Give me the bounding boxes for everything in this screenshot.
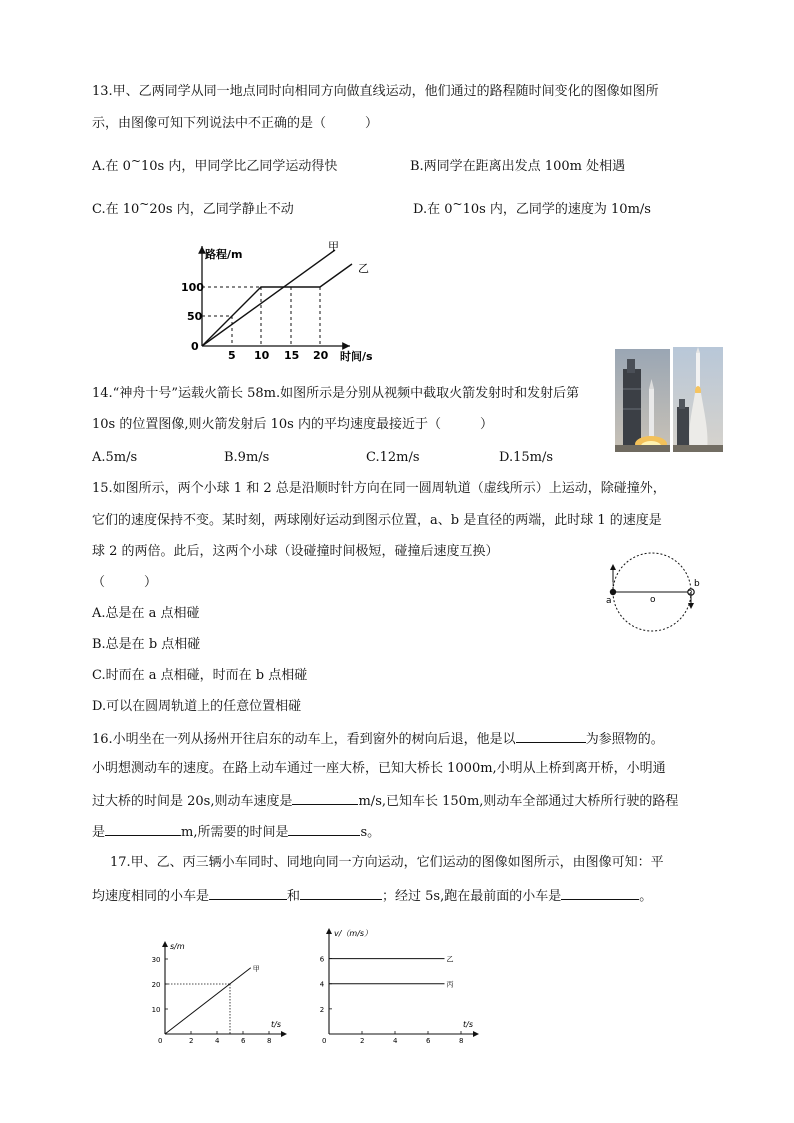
q14-option-a: A.5m/s (92, 450, 138, 465)
label-b: b (694, 579, 700, 589)
q14-option-d: D.15m/s (499, 450, 554, 465)
rocket-launch-photo-1 (615, 349, 670, 452)
q16-line3-tail: m/s,已知车长 150m,则动车全部通过大桥所行驶的路程 (358, 794, 679, 809)
q13-option-a-prefix: A.在 0 (92, 159, 131, 174)
x-tick-label: 8 (267, 1037, 272, 1045)
q15-circular-track-diagram (600, 553, 704, 633)
q15-stem-line2: 它们的速度保持不变。某时刻，两球刚好运动到图示位置，a、b 是直径的两端，此时球 1 的速度是 (92, 513, 662, 528)
y-tick-label: 4 (319, 980, 325, 989)
y-tick-label: 30 (151, 956, 161, 964)
x-tick-label: 2 (360, 1037, 365, 1045)
fill-in-blank[interactable] (105, 822, 181, 836)
x-tick-label: 4 (393, 1037, 398, 1045)
q15-option-c: C.时而在 a 点相碰，时而在 b 点相碰 (92, 668, 308, 683)
x-tick-5: 5 (228, 349, 236, 362)
x-tick-label: 6 (241, 1037, 246, 1045)
q16-line4-mid: m,所需要的时间是 (181, 825, 289, 840)
x-tick-label: 8 (459, 1037, 464, 1045)
x-tick-label: 4 (215, 1037, 220, 1045)
series-yi-line (202, 264, 352, 346)
label-a: a (606, 596, 612, 606)
q17-st-chart (140, 934, 300, 1046)
x-tick-15: 15 (284, 349, 300, 362)
rocket-launch-photo-2 (673, 347, 723, 452)
q16-line1-tail: 为参照物的。 (585, 732, 664, 747)
q13-option-d (413, 197, 651, 218)
y-tick-label: 6 (319, 955, 325, 964)
y-axis-label: 路程/m (205, 248, 243, 261)
x-axis-label: 时间/s (340, 350, 373, 363)
q17-line2-tail: 。 (639, 889, 653, 904)
x-tick-10: 10 (254, 349, 270, 362)
q14-option-c: C.12m/s (366, 450, 420, 465)
x-tick-label: 6 (426, 1037, 431, 1045)
q13-option-c (92, 197, 294, 218)
x-axis-label: t/s (271, 1020, 281, 1029)
series-label-1: 甲 (252, 964, 260, 973)
x-tick-label: 2 (189, 1037, 194, 1045)
q17-line2-and: 和 (287, 889, 301, 904)
series-yi-label: 乙 (358, 262, 369, 275)
q13-option-a-suffix: 10s 内，甲同学比乙同学运动得快 (141, 159, 338, 174)
label-ball-2: 2 (688, 589, 693, 597)
q15-answer-bracket: （ ） (92, 575, 158, 590)
y-tick-100: 100 (181, 281, 204, 294)
q13-stem-line2: 示，由图像可知下列说法中不正确的是（ ） (92, 116, 379, 131)
q14-option-b: B.9m/s (224, 450, 270, 465)
q16-line1-text: 16.小明坐在一列从扬州开往启东的动车上，看到窗外的树向后退，他是以 (92, 732, 516, 747)
y-tick-label: 10 (151, 1006, 161, 1014)
q13-option-c-prefix: C.在 10 (92, 202, 140, 217)
q13-option-d-suffix: 10s 内，乙同学的速度为 10m/s (462, 202, 651, 217)
fill-in-blank[interactable] (209, 886, 287, 900)
fill-in-blank[interactable] (288, 822, 360, 836)
y-axis-label: v/（m/s） (334, 929, 373, 938)
label-ball-1: 1 (610, 581, 615, 589)
q13-option-d-prefix: D.在 0 (413, 202, 453, 217)
fill-in-blank[interactable] (292, 791, 358, 805)
q13-distance-time-graph (180, 238, 380, 370)
q13-stem-line1: 13.甲、乙两同学从同一地点同时向相同方向做直线运动，他们通过的路程随时间变化的图像如图所 (92, 84, 659, 99)
series-jia-line (202, 250, 335, 346)
q13-option-b: B.两同学在距离出发点 100m 处相遇 (410, 159, 626, 174)
q16-line4-tail: s。 (360, 825, 381, 840)
x-tick-label: 0 (322, 1037, 327, 1045)
series-line-1 (165, 968, 251, 1034)
fill-in-blank[interactable] (516, 729, 586, 743)
q16-line4 (92, 822, 380, 841)
fill-in-blank[interactable] (561, 886, 639, 900)
x-axis-arrow (281, 1031, 287, 1037)
tilde-glyph: ~ (130, 154, 141, 168)
x-tick-20: 20 (313, 349, 329, 362)
q14-stem-line2: 10s 的位置图像,则火箭发射后 10s 内的平均速度最接近于（ ） (92, 417, 493, 432)
series-label-1: 乙 (446, 955, 454, 964)
y-tick-50: 50 (187, 310, 203, 323)
y-axis-arrow (326, 928, 332, 934)
y-tick-label: 2 (319, 1005, 325, 1014)
y-axis-arrow (162, 941, 168, 947)
q13-option-c-suffix: 20s 内，乙同学静止不动 (149, 202, 294, 217)
q16-line2: 小明想测动车的速度。在路上动车通过一座大桥，已知大桥长 1000m,小明从上桥到离开桥，小明通 (92, 761, 666, 776)
label-o: o (650, 595, 656, 605)
q17-vt-chart (315, 929, 490, 1046)
y-tick-label: 20 (151, 981, 161, 989)
q14-stem-line1: 14.“神舟十号”运载火箭长 58m.如图所示是分别从视频中截取火箭发射时和发射后第 (92, 386, 580, 401)
q17-line1: 17.甲、乙、丙三辆小车同时、同地向同一方向运动，它们运动的图像如图所示，由图像可知：平 (110, 855, 664, 870)
q15-option-d: D.可以在圆周轨道上的任意位置相碰 (92, 699, 302, 714)
q13-option-a (92, 154, 338, 175)
q17-line2 (92, 886, 652, 905)
q16-line4-text: 是 (92, 825, 106, 840)
q15-option-a: A.总是在 a 点相碰 (92, 606, 200, 621)
q16-line3-text: 过大桥的时间是 20s,则动车速度是 (92, 794, 293, 809)
q15-stem-line3: 球 2 的两倍。此后，这两个小球（设碰撞时间极短，碰撞后速度互换） (92, 544, 499, 559)
q17-line2-text: 均速度相同的小车是 (92, 889, 210, 904)
x-tick-label: 0 (158, 1037, 163, 1045)
y-axis-label: s/m (170, 942, 185, 951)
tilde-glyph: ~ (139, 197, 150, 211)
x-axis-arrow (473, 1031, 479, 1037)
q15-stem-line1: 15.如图所示，两个小球 1 和 2 总是沿顺时针方向在同一圆周轨道（虚线所示）上运动，除碰撞外， (92, 481, 666, 496)
series-jia-label: 甲 (328, 240, 339, 253)
tilde-glyph: ~ (452, 197, 463, 211)
q16-line1 (92, 729, 664, 748)
series-label-2: 丙 (446, 980, 454, 989)
y-tick-0: 0 (191, 340, 199, 353)
q16-line3 (92, 791, 678, 810)
q17-line2-mid: ；经过 5s,跑在最前面的小车是 (382, 889, 562, 904)
x-axis-label: t/s (463, 1020, 473, 1029)
q15-option-b: B.总是在 b 点相碰 (92, 637, 201, 652)
fill-in-blank[interactable] (300, 886, 382, 900)
